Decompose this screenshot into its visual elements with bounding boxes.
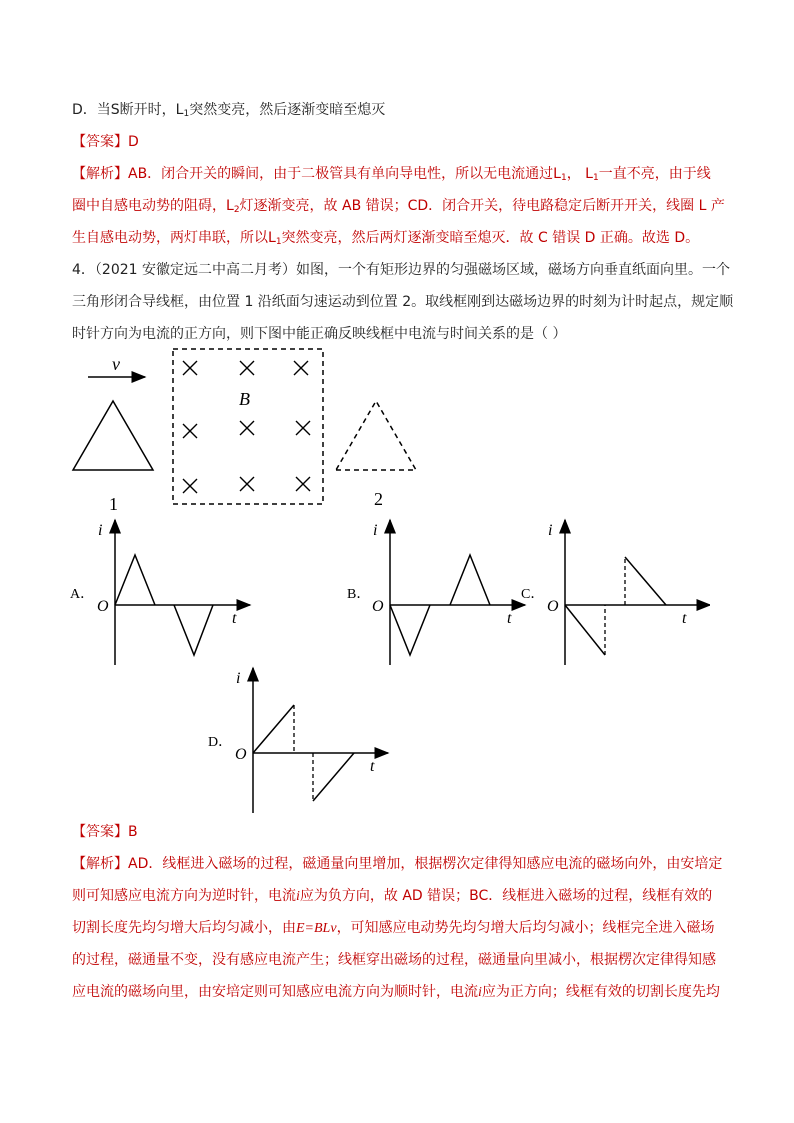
option-a-label: A．	[70, 587, 95, 602]
cross	[296, 421, 310, 435]
cross	[240, 477, 254, 491]
answer-value: D	[128, 134, 139, 150]
field-crosses	[183, 361, 310, 493]
graph-d	[198, 663, 398, 823]
question-line-1: 4．（2021 安徽定远二中高二月考）如图，一个有矩形边界的匀强磁场区域，磁场方向垂直纸面向里。一个	[72, 262, 730, 278]
current-curve	[253, 705, 294, 753]
current-curve-2	[174, 605, 213, 655]
answer-tag: 【答案】	[72, 134, 128, 150]
analysis-2-line-5	[72, 982, 720, 1003]
analysis-tag: 【解析】	[72, 166, 128, 182]
text: 切割长度先均匀增大后均匀减小，由	[72, 920, 296, 936]
current-curve-2	[625, 557, 666, 605]
option-d-text: D．当S断开时，L	[72, 102, 184, 118]
option-d-text-2: 突然变亮，然后逐渐变暗至熄灭	[189, 102, 386, 118]
question-line-2: 三角形闭合导线框，由位置 1 沿纸面匀速运动到位置 2。取线框刚到达磁场边界的时刻为计时起点，规定顺	[72, 294, 734, 310]
formula: E=BLv	[296, 921, 337, 936]
axis-i-label: i	[373, 522, 378, 539]
text: 应为负方向，故 AD 错误；BC．线框进入磁场的过程，线框有效的	[299, 888, 713, 904]
graph-a	[60, 515, 260, 675]
text: 应电流的磁场向里，由安培定则可知感应电流方向为顺时针，电流	[72, 984, 478, 1000]
origin-label: O	[372, 598, 384, 615]
cross	[183, 479, 197, 493]
subscript: 1	[275, 237, 282, 247]
text: 灯逐渐变亮，故 AB 错误；CD．闭合开关，待电路稳定后断开开关，线圈 L 产	[239, 198, 725, 214]
text: ，可知感应电动势先均匀增大后均匀减小；线框完全进入磁场	[336, 920, 715, 936]
answer-tag: 【答案】	[72, 824, 128, 840]
axis-t-label: t	[507, 610, 512, 627]
analysis-tag: 【解析】	[72, 856, 128, 872]
symbol-i: i	[296, 889, 300, 904]
text: 突然变亮，然后两灯逐渐变暗至熄灭．故 C 错误 D 正确。故选 D。	[281, 230, 700, 246]
text: 则可知感应电流方向为逆时针，电流	[72, 888, 296, 904]
axis-i-label: i	[548, 522, 553, 539]
cross	[183, 424, 197, 438]
position-2-label: 2	[374, 489, 383, 509]
velocity-label: v	[112, 354, 120, 374]
current-curve-2	[450, 555, 490, 605]
analysis-2-line-3	[72, 918, 715, 939]
text: 一直不亮，由于线	[598, 166, 711, 182]
origin-label: O	[97, 598, 109, 615]
axis-t-label: t	[370, 758, 375, 775]
subscript: 1	[183, 109, 190, 119]
origin-label: O	[235, 746, 247, 763]
cross	[240, 361, 254, 375]
answer-line-2	[72, 822, 138, 842]
origin-label: O	[547, 598, 559, 615]
text: AD．线框进入磁场的过程，磁通量向里增加，根据楞次定律得知感应电流的磁场向外，由安培定	[128, 856, 723, 872]
current-curve	[390, 605, 430, 655]
current-curve	[115, 555, 155, 605]
text: 应为正方向；线框有效的切割长度先均	[481, 984, 720, 1000]
cross	[296, 477, 310, 491]
cross	[294, 361, 308, 375]
analysis-2-line-2	[72, 886, 712, 907]
subscript: 2	[233, 205, 240, 215]
question-line-3: 时针方向为电流的正方向，则下图中能正确反映线框中电流与时间关系的是（ ）	[72, 326, 567, 342]
axis-i-label: i	[98, 522, 103, 539]
current-curve-2	[313, 753, 354, 801]
text: ， L	[566, 166, 593, 182]
cross	[183, 361, 197, 375]
triangle-position-1	[73, 401, 153, 470]
subscript: 1	[592, 173, 599, 183]
cross	[240, 421, 254, 435]
option-b-label: B．	[347, 587, 371, 602]
axis-t-label: t	[682, 610, 687, 627]
option-c-label: C．	[521, 587, 545, 602]
graph-c	[510, 515, 710, 675]
position-1-label: 1	[109, 494, 118, 514]
field-label: B	[239, 389, 250, 409]
axis-t-label: t	[232, 610, 237, 627]
symbol-i: i	[478, 985, 482, 1000]
text: 圈中自感电动势的阻碍，L	[72, 198, 234, 214]
axis-i-label: i	[236, 670, 241, 687]
physics-figure	[0, 0, 794, 520]
analysis-2-line-1	[72, 854, 722, 874]
analysis-2-line-4: 的过程，磁通量不变，没有感应电流产生；线框穿出磁场的过程，磁通量向里减小，根据楞次定律得知感	[72, 952, 716, 968]
subscript: 1	[560, 173, 567, 183]
triangle-position-2	[336, 401, 416, 470]
option-d-label: D．	[208, 735, 233, 750]
graph-b	[335, 515, 535, 675]
text: AB．闭合开关的瞬间，由于二极管具有单向导电性，所以无电流通过L	[128, 166, 561, 182]
text: 生自感电动势，两灯串联，所以L	[72, 230, 276, 246]
current-curve	[565, 605, 605, 655]
answer-value: B	[128, 824, 138, 840]
